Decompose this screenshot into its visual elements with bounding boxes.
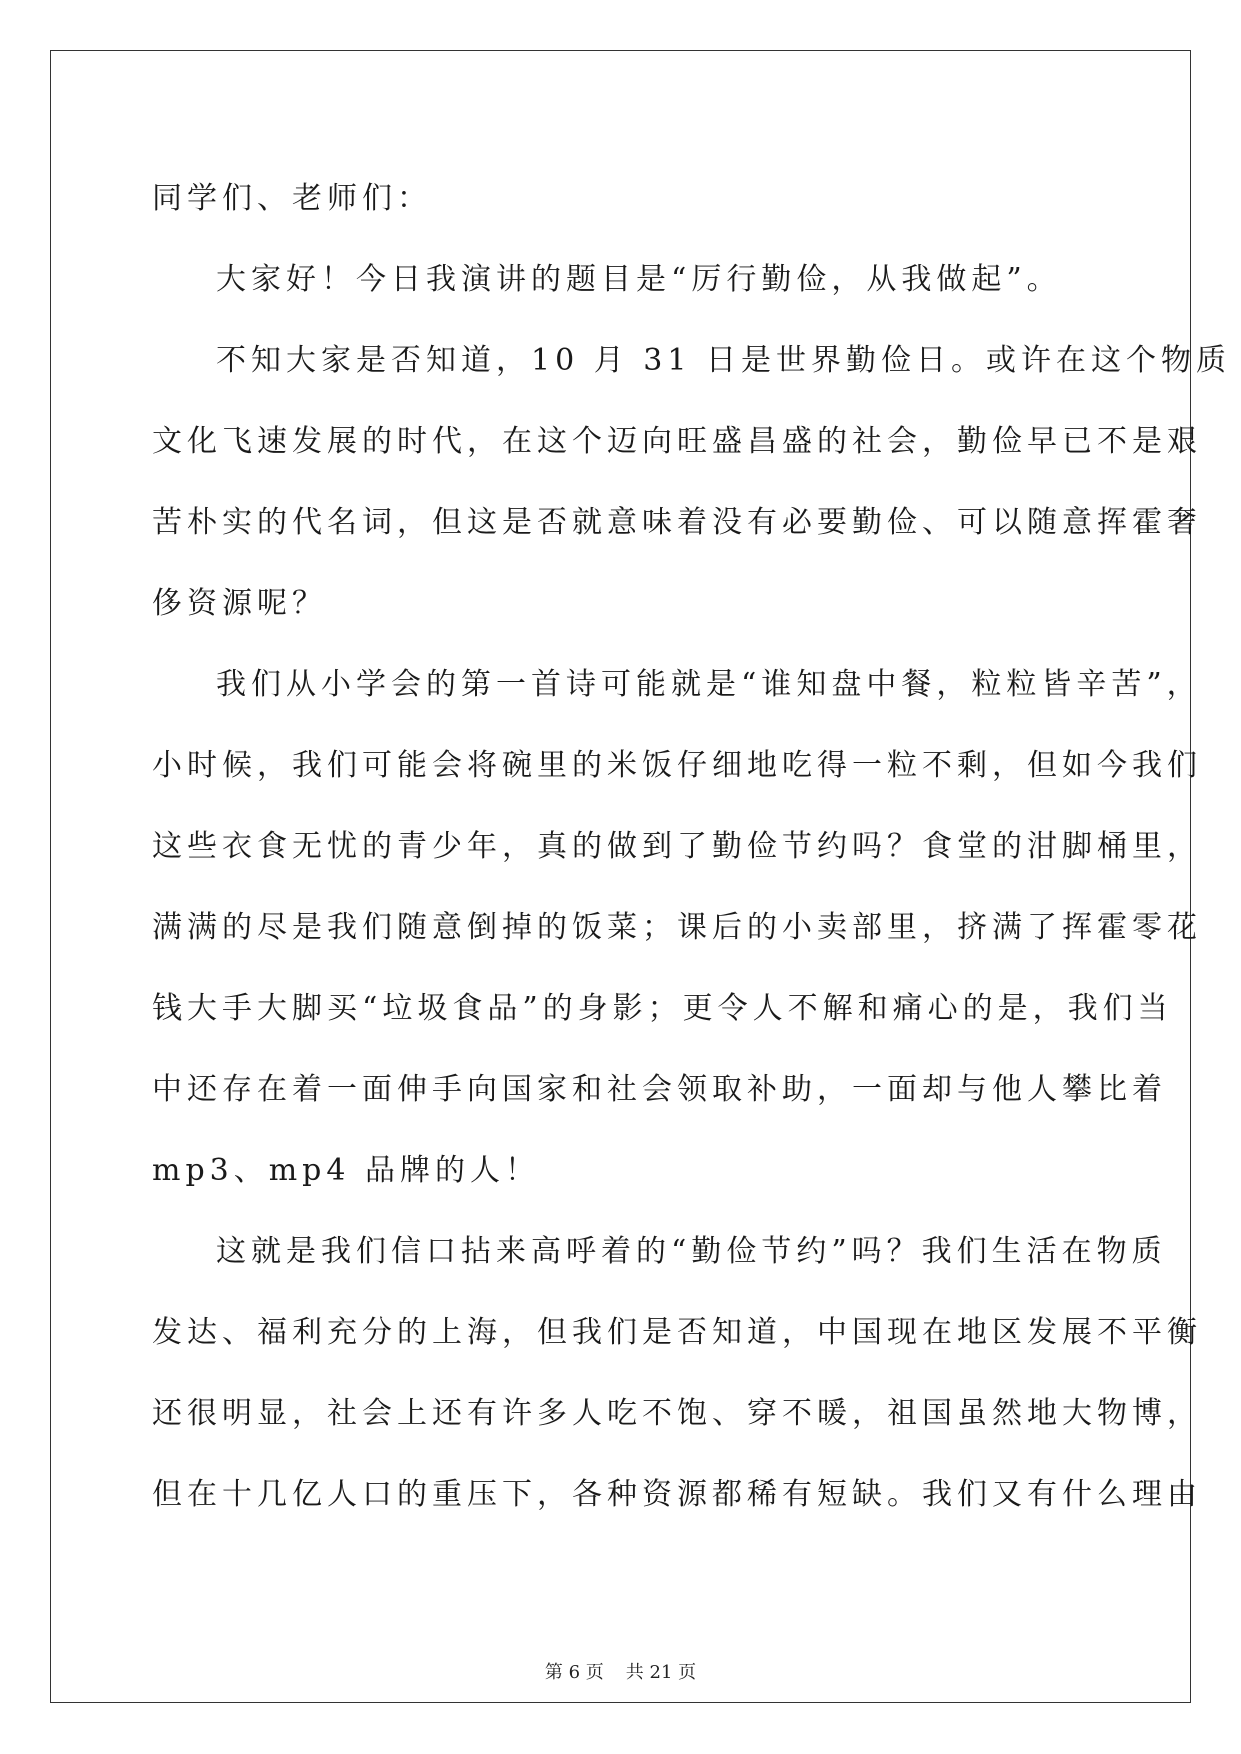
text-line: 小时候，我们可能会将碗里的米饭仔细地吃得一粒不剩，但如今我们 xyxy=(152,748,1202,783)
paragraph-poem xyxy=(152,644,1202,1211)
text-line: 这就是我们信口拈来高呼着的“勤俭节约”吗？我们生活在物质 xyxy=(216,1234,1167,1269)
text-line: 这些衣食无忧的青少年，真的做到了勤俭节约吗？食堂的泔脚桶里， xyxy=(152,829,1202,864)
text-line: 侈资源呢？ xyxy=(152,586,327,621)
text-line: 钱大手大脚买“垃圾食品”的身影；更令人不解和痛心的是，我们当 xyxy=(152,991,1173,1026)
page-number-total: 共 21 页 xyxy=(625,1662,697,1683)
text-line: 大家好！今日我演讲的题目是“厉行勤俭，从我做起”。 xyxy=(216,262,1062,297)
document-body xyxy=(152,158,1231,1535)
page-number-current: 第 6 页 xyxy=(544,1662,604,1683)
paragraph-frugality-day xyxy=(152,320,1231,644)
salutation xyxy=(152,158,1092,239)
paragraph-shanghai xyxy=(152,1211,1202,1535)
text-line: 中还存在着一面伸手向国家和社会领取补助，一面却与他人攀比着 xyxy=(152,1072,1167,1107)
text-line: 满满的尽是我们随意倒掉的饭菜；课后的小卖部里，挤满了挥霍零花 xyxy=(152,910,1202,945)
text-line: 文化飞速发展的时代，在这个迈向旺盛昌盛的社会，勤俭早已不是艰 xyxy=(152,424,1202,459)
text-line: 但在十几亿人口的重压下，各种资源都稀有短缺。我们又有什么理由 xyxy=(152,1477,1202,1512)
text-line: 我们从小学会的第一首诗可能就是“谁知盘中餐，粒粒皆辛苦”， xyxy=(216,667,1202,702)
text-line: 还很明显，社会上还有许多人吃不饱、穿不暖，祖国虽然地大物博， xyxy=(152,1396,1202,1431)
page-footer xyxy=(0,1658,1241,1684)
text-line: 苦朴实的代名词，但这是否就意味着没有必要勤俭、可以随意挥霍奢 xyxy=(152,505,1202,540)
text-line: mp3、mp4 品牌的人！ xyxy=(152,1153,541,1188)
text-line: 同学们、老师们： xyxy=(152,181,432,216)
text-line: 不知大家是否知道，10 月 31 日是世界勤俭日。或许在这个物质 xyxy=(216,343,1231,378)
paragraph-greeting xyxy=(152,239,1092,320)
text-line: 发达、福利充分的上海，但我们是否知道，中国现在地区发展不平衡 xyxy=(152,1315,1202,1350)
